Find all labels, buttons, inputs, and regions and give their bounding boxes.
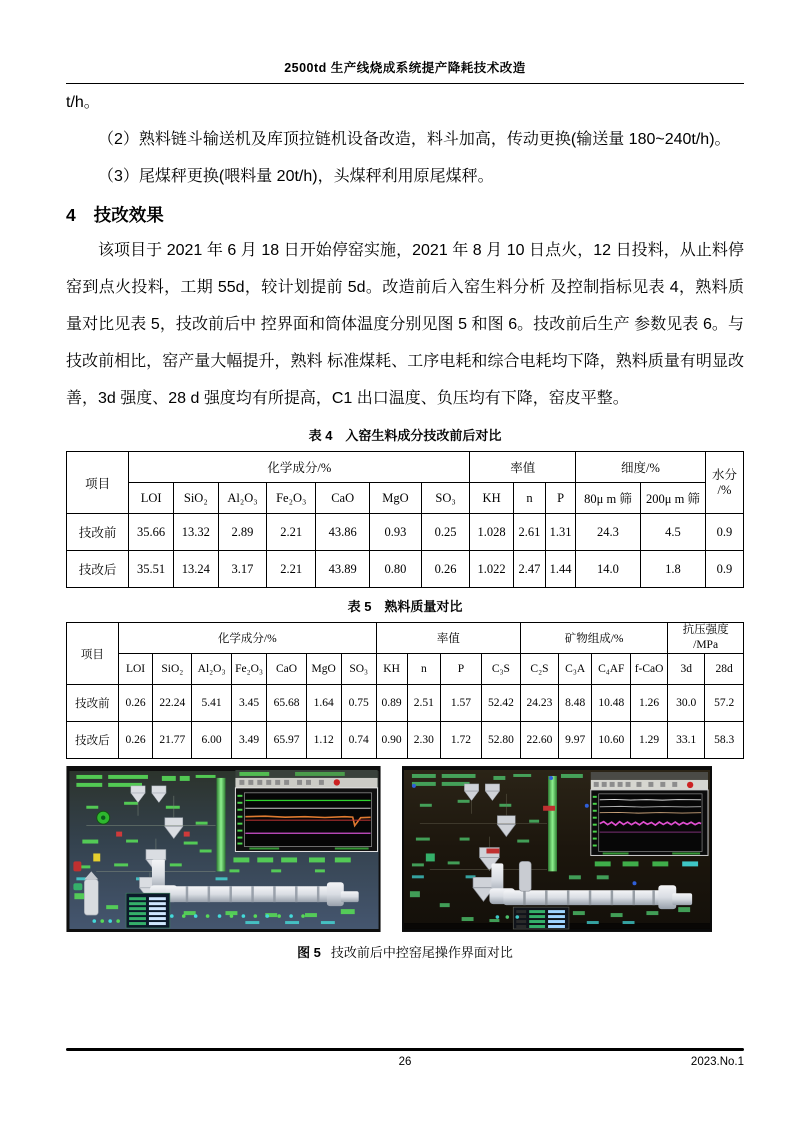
table4-subheader: KH: [470, 483, 513, 514]
table-row: 技改前 35.66 13.32 2.89 2.21 43.86 0.93 0.25 1.028 2.61 1.31 24.3 4.5 0.9: [67, 514, 744, 551]
table5-group-mineral: 矿物组成/%: [521, 623, 668, 654]
table4-subheader: Fe₂O₃: [267, 483, 316, 514]
paragraph-main: 该项目于 2021 年 6 月 18 日开始停窑实施，2021 年 8 月 10 日点火，12 日投料，从止料停窑到点火投料，工期 55d，较计划提前 5d。改造前后入窑生料分析 及控制指标见表 4，熟料质量对比见表 5，技改前后中 控界面和筒体温度分别见图 5 和图 6。技改前后生产 参数见表 6。与技改前相比，窑产量大幅提升，熟料 标准煤耗、工序电耗和综合电耗均下降，熟料质量有明显改善，3d 强度、28 d 强度均有所提高，C1 出口温度、负压均有下降，窑皮平整。: [66, 242, 744, 407]
table5-subheader: SiO₂: [153, 654, 192, 685]
table4-subheader: SO₃: [421, 483, 470, 514]
table5-subheader: f-CaO: [631, 654, 668, 685]
table-row: 技改后 35.51 13.24 3.17 2.21 43.89 0.80 0.26 1.022 2.47 1.44 14.0 1.8 0.9: [67, 551, 744, 588]
section-heading: [66, 200, 744, 230]
table5-subheader: 28d: [705, 654, 744, 685]
blend-silo: [519, 861, 531, 891]
table5: [66, 622, 744, 759]
figure5-title: 技改前后中控窑尾操作界面对比: [330, 945, 513, 960]
indicator-green: [426, 853, 435, 861]
table4-group-ratio: 率值: [470, 452, 576, 483]
table5-subheader: C₃A: [558, 654, 592, 685]
table4: [66, 451, 744, 588]
table5-subheader: 3d: [668, 654, 705, 685]
alarm-red: [116, 832, 122, 837]
table4-subheader: SiO₂: [173, 483, 218, 514]
table5-subheader: Fe₂O₃: [231, 654, 267, 685]
table-row: 技改前 0.26 22.24 5.41 3.45 65.68 1.64 0.75 0.89 2.51 1.57 52.42 24.23 8.48 10.48 1.26 30.0 57.2: [67, 685, 744, 722]
issue-label: 2023.No.1: [690, 1056, 744, 1068]
table4-subheader: 80μ m 筛: [576, 483, 641, 514]
data-panel: [513, 907, 569, 929]
table4-subheader: Al₂O₃: [218, 483, 267, 514]
table4-subheader: CaO: [316, 483, 370, 514]
table5-subheader: KH: [376, 654, 407, 685]
row-label: 技改前: [67, 514, 129, 551]
table4-subheader: P: [546, 483, 576, 514]
footer-rule: [66, 1048, 744, 1051]
figure5-images: [66, 766, 744, 932]
table5-subheader: P: [441, 654, 482, 685]
table5-subheader: MgO: [306, 654, 341, 685]
table5-subheader: CaO: [267, 654, 306, 685]
table5-subheader: n: [407, 654, 441, 685]
table5-subheader: LOI: [118, 654, 152, 685]
row-label: 技改前: [67, 685, 119, 722]
row-label: 技改后: [67, 551, 129, 588]
row-label: 技改后: [67, 722, 119, 759]
alarm-red: [486, 849, 499, 854]
table4-col-item: 项目: [67, 452, 129, 514]
paragraph-item2: （2）熟料链斗输送机及库顶拉链机设备改造，料斗加高，传动更换(输送量 180~240t/h)。: [98, 131, 731, 148]
table4-subheader: MgO: [370, 483, 421, 514]
running-header: 2500td 生产线烧成系统提产降耗技术改造: [284, 61, 526, 75]
section-title: 技改效果: [93, 205, 164, 225]
preheater-tower: [548, 776, 557, 871]
page-footer: [66, 1048, 744, 1068]
dcs-screenshot-after: [402, 766, 712, 932]
table4-subheader: 200μ m 筛: [640, 483, 705, 514]
table5-group-chem: 化学成分/%: [118, 623, 376, 654]
table5-group-ratio: 率值: [376, 623, 520, 654]
table5-group-strength: 抗压强度 /MPa: [668, 623, 744, 654]
table4-subheader: n: [513, 483, 545, 514]
data-panel: [126, 893, 170, 928]
figure5-caption: [66, 944, 744, 962]
trend-chart-popup: [591, 772, 708, 855]
blend-silo: [84, 871, 98, 915]
table5-subheader: C₃S: [481, 654, 520, 685]
paragraph-item3: （3）尾煤秤更换(喂料量 20t/h)，头煤秤利用原尾煤秤。: [98, 168, 494, 185]
table4-group-fineness: 细度/%: [576, 452, 706, 483]
dcs-screenshot-before: [66, 766, 381, 932]
page-number: 26: [398, 1056, 412, 1068]
figure5-label: 图 5: [297, 945, 321, 960]
preheater-tower: [217, 778, 226, 871]
table5-subheader: C₂S: [521, 654, 559, 685]
table4-subheader: LOI: [129, 483, 174, 514]
table4-group-chem: 化学成分/%: [129, 452, 470, 483]
table5-caption: 表 5 熟料质量对比: [347, 599, 463, 614]
paragraph-continuation: t/h。: [66, 94, 100, 111]
table4-col-moisture: 水分 /%: [705, 452, 743, 514]
section-number: 4: [66, 205, 76, 225]
indicator-green: [73, 883, 82, 890]
table5-subheader: SO₃: [341, 654, 376, 685]
table5-subheader: Al₂O₃: [192, 654, 231, 685]
table-row: 技改后 0.26 21.77 6.00 3.49 65.97 1.12 0.74 0.90 2.30 1.72 52.80 22.60 9.97 10.60 1.29 33.1 58.3: [67, 722, 744, 759]
trend-chart-popup: [235, 770, 377, 852]
table5-col-item: 项目: [67, 623, 119, 685]
table5-subheader: C₄AF: [592, 654, 631, 685]
table4-caption: 表 4 入窑生料成分技改前后对比: [308, 428, 502, 443]
indicator-red: [73, 861, 81, 871]
alarm-yellow: [93, 853, 100, 861]
